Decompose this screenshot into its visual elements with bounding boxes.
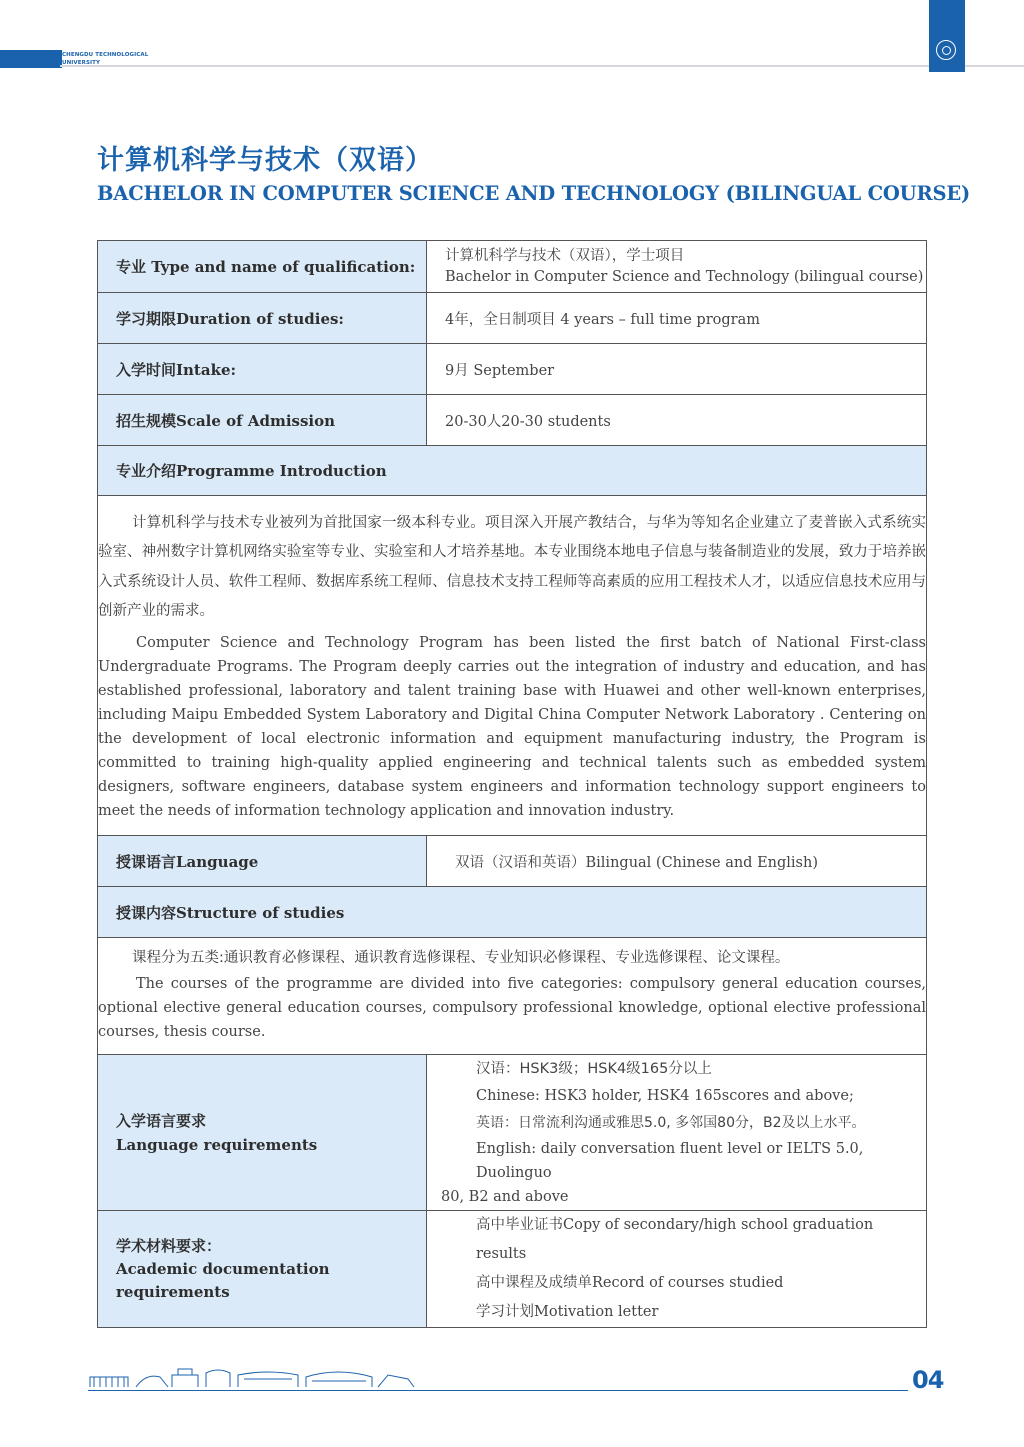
row-intro-header [98,446,927,496]
page-title-cn: 计算机科学与技术（双语） [97,145,433,176]
lang-req-line3: 英语：日常流利沟通或雅思5.0, 多邻国80分，B2及以上水平。 [476,1115,866,1131]
page-title-en: BACHELOR IN COMPUTER SCIENCE AND TECHNOLOGY (BILINGUAL COURSE) [97,182,971,205]
header-rule [60,65,1024,67]
structure-en: The courses of the programme are divided into five categories: compulsory general education courses, optional elective general education courses, compulsory professional knowledge, optional elective professional courses, thesis course. [98,976,926,1040]
university-emblem-icon [936,40,956,60]
language-requirements-value [427,1055,927,1211]
university-name-line2: UNIVERSITY [62,60,101,66]
row-academic-documentation [98,1211,927,1328]
scale-value: 20-30人20-30 students [427,395,927,446]
academic-documentation-label [98,1211,427,1328]
intake-label: 入学时间Intake: [98,344,427,395]
introduction-en: Computer Science and Technology Program has been listed the first batch of National First-class Undergraduate Programs. The Program deeply carries out the integration of industry and education, and has established professional, laboratory and talent training base with Huawei and other well-known enterprises, including Maipu Embedded System Laboratory and Digital China Computer Network Laboratory . Centering on the development of local electronic information and equipment manufacturing industry, the Program is committed to training high-quality applied engineering and technical talents such as embedded system designers, software engineers, database system engineers and information technology support engineers to meet the needs of information technology application and innovation industry. [98,634,926,819]
structure-label: 授课内容Structure of studies [98,887,927,938]
academic-label-en1: Academic documentation [116,1260,330,1278]
lang-req-line2: Chinese: HSK3 holder, HSK4 165scores and above; [476,1088,854,1104]
language-label: 授课语言Language [98,836,427,887]
academic-line2: 高中课程及成绩单Record of courses studied [476,1275,784,1291]
header-tab [929,0,965,72]
language-requirements-label [98,1055,427,1211]
row-qualification [98,241,927,293]
qualification-value [427,241,927,293]
lang-req-line1: 汉语：HSK3级；HSK4级165分以上 [476,1061,712,1077]
introduction-label: 专业介绍Programme Introduction [98,446,927,496]
row-intake [98,344,927,395]
academic-line1: 高中毕业证书Copy of secondary/high school graduation results [476,1217,874,1262]
introduction-cn: 计算机科学与技术专业被列为首批国家一级本科专业。项目深入开展产教结合，与华为等知名企业建立了麦普嵌入式系统实验室、神州数字计算机网络实验室等专业、实验室和人才培养基地。本专业围绕本地电子信息与装备制造业的发展，致力于培养嵌入式系统设计人员、软件工程师、数据库系统工程师、信息技术支持工程师等高素质的应用工程技术人才，以适应信息技术应用与创新产业的需求。 [98,514,926,619]
structure-cn: 课程分为五类:通识教育必修课程、通识教育选修课程、专业知识必修课程、专业选修课程、论文课程。 [132,950,790,966]
page-number: 04 [912,1366,944,1394]
row-intro-body [98,496,927,836]
campus-skyline-illustration [88,1365,418,1391]
scale-label: 招生规模Scale of Admission [98,395,427,446]
row-language [98,836,927,887]
structure-body [98,938,927,1055]
programme-info-table [97,240,927,1328]
qualification-value-en: Bachelor in Computer Science and Technology (bilingual course) [445,269,924,285]
university-name-line1: CHENGDU TECHNOLOGICAL [62,52,149,58]
academic-line3: 学习计划Motivation letter [476,1304,659,1320]
row-language-requirements [98,1055,927,1211]
footer-rule [88,1390,908,1391]
lang-req-line5: 80, B2 and above [441,1189,569,1205]
language-requirements-label-cn: 入学语言要求 [116,1111,207,1130]
duration-label: 学习期限Duration of studies: [98,293,427,344]
language-value: 双语（汉语和英语）Bilingual (Chinese and English) [427,836,927,887]
row-structure-body [98,938,927,1055]
intake-value: 9月 September [427,344,927,395]
row-scale [98,395,927,446]
lang-req-line4: English: daily conversation fluent level or IELTS 5.0, Duolinguo [476,1141,864,1181]
academic-label-cn: 学术材料要求： [116,1237,222,1255]
introduction-body [98,496,927,836]
header-accent-bar [0,50,62,68]
duration-value: 4年，全日制项目 4 years – full time program [427,293,927,344]
row-duration [98,293,927,344]
academic-documentation-value [427,1211,927,1328]
language-requirements-label-en: Language requirements [116,1135,318,1154]
academic-label-en2: requirements [116,1283,230,1301]
qualification-label: 专业 Type and name of qualification: [98,241,427,293]
qualification-value-cn: 计算机科学与技术（双语），学士项目 [445,248,685,264]
university-logo-text [62,51,148,67]
row-structure-header [98,887,927,938]
